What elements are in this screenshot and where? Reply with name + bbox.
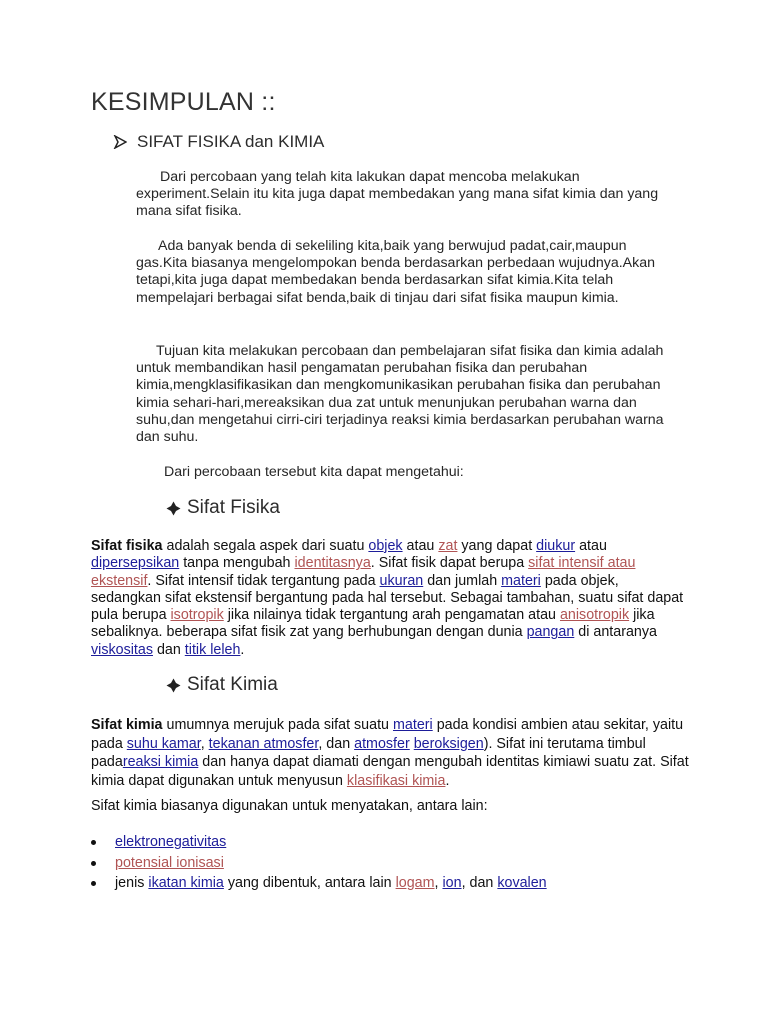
link-anisotropik[interactable]: anisotropik bbox=[559, 607, 630, 624]
link-elektronegativitas[interactable]: elektronegativitas bbox=[115, 834, 227, 850]
link-materi[interactable]: materi bbox=[501, 572, 541, 589]
link-logam[interactable]: logam bbox=[395, 875, 435, 891]
link-dipersepsikan[interactable]: dipersepsikan bbox=[91, 555, 180, 572]
link-potensial-ionisasi[interactable]: potensial ionisasi bbox=[115, 854, 224, 871]
link-reaksi-kimia[interactable]: reaksi kimia bbox=[122, 754, 199, 770]
sifat-fisika-paragraph: Sifat fisika adalah segala aspek dari suatu objek atau zat yang dapat diukur atau dipersepsikan tanpa mengubah identitasnya. Sifat fisik dapat berupa sifat intensif atau ekstensif. Sifat intensif tidak tergantung pada ukuran dan jumlah materi pada objek, sedangkan sifat ekstensif bergantung pada hal tersebut. Sebagai tambahan, suatu sifat dapat pula berupa isotropik jika nilainya tidak tergantung arah pengamatan atau anisotropik jika sebaliknya. beberapa sifat fisik zat yang berhubungan dengan dunia pangan di antaranya viskositas dan titik leleh. bbox=[91, 538, 684, 658]
chemical-properties-list bbox=[91, 832, 547, 894]
link-klasifikasi-kimia[interactable]: klasifikasi kimia bbox=[346, 772, 446, 789]
list-item: jenis ikatan kimia yang dibentuk, antara lain logam, ion, dan kovalen bbox=[91, 873, 547, 894]
link-sifat-intensif-ekstensif[interactable]: sifat intensif atau ekstensif bbox=[91, 555, 636, 589]
section-heading-label: SIFAT FISIKA dan KIMIA bbox=[137, 132, 325, 151]
sifat-kimia-heading-label: Sifat Kimia bbox=[187, 674, 278, 695]
link-diukur[interactable]: diukur bbox=[536, 538, 576, 554]
link-pangan[interactable]: pangan bbox=[526, 624, 575, 641]
intro-line: Dari percobaan tersebut kita dapat mengetahui: bbox=[164, 464, 464, 480]
link-viskositas[interactable]: viskositas bbox=[91, 641, 153, 658]
term-sifat-fisika: Sifat fisika bbox=[91, 538, 163, 554]
sifat-fisika-heading bbox=[166, 497, 280, 519]
link-zat[interactable]: zat bbox=[438, 538, 458, 554]
term-sifat-kimia: Sifat kimia bbox=[91, 717, 163, 733]
sifat-kimia-paragraph: Sifat kimia umumnya merujuk pada sifat suatu materi pada kondisi ambien atau sekitar, yaitu pada suhu kamar, tekanan atmosfer, dan atmosfer beroksigen). Sifat ini terutama timbul padareaksi kimia dan hanya dapat diamati dengan mengubah identitas kimiawi suatu zat. Sifat kimia dapat digunakan untuk menyusun klasifikasi kimia. bbox=[91, 717, 689, 789]
link-titik-leleh[interactable]: titik leleh bbox=[184, 641, 241, 658]
link-materi-kimia[interactable]: materi bbox=[392, 717, 433, 733]
arrow-bullet-icon bbox=[113, 135, 127, 149]
diamond-bullet-icon bbox=[166, 678, 181, 693]
link-ikatan-kimia[interactable]: ikatan kimia bbox=[148, 875, 224, 891]
sifat-kimia-heading bbox=[166, 674, 278, 696]
link-beroksigen[interactable]: beroksigen bbox=[413, 735, 484, 752]
link-ion[interactable]: ion bbox=[442, 875, 462, 891]
section-heading bbox=[113, 132, 324, 152]
link-identitasnya[interactable]: identitasnya bbox=[294, 555, 371, 572]
list-item bbox=[91, 832, 547, 853]
bullet-icon bbox=[91, 861, 96, 866]
paragraph-3: Tujuan kita melakukan percobaan dan pembelajaran sifat fisika dan kimia adalah untuk membandikan hasil pengamatan perubahan fisika dan perubahan kimia,mengklasifikasikan dan mengkomunikasikan perubahan fisika dan perubahan kimia sehari-hari,mereaksikan dua zat untuk menunjukan perubahan warna dan suhu,dan mengetahui cirri-ciri terjadinya reaksi kimia berdasarkan perubahan warna dan suhu. bbox=[136, 343, 664, 446]
link-kovalen[interactable]: kovalen bbox=[497, 875, 547, 891]
link-ukuran[interactable]: ukuran bbox=[379, 572, 424, 589]
link-isotropik[interactable]: isotropik bbox=[170, 607, 224, 624]
paragraph-1: Dari percobaan yang telah kita lakukan dapat mencoba melakukan experiment.Selain itu kita juga dapat membedakan yang mana sifat kimia dan yang mana sifat fisika. bbox=[136, 169, 659, 220]
sifat-fisika-heading-label: Sifat Fisika bbox=[187, 497, 280, 518]
link-suhu-kamar[interactable]: suhu kamar bbox=[126, 735, 201, 752]
bullet-icon bbox=[91, 881, 96, 886]
list-item bbox=[91, 853, 547, 874]
paragraph-2: Ada banyak benda di sekeliling kita,baik yang berwujud padat,cair,maupun gas.Kita biasanya mengelompokan benda berdasarkan perbedaan wujudnya.Akan tetapi,kita juga dapat membedakan benda berdasarkan sifat kimia.Kita telah mempelajari berbagai sifat benda,baik di tinjau dari sifat fisika maupun kimia. bbox=[136, 238, 655, 306]
bullet-icon bbox=[91, 840, 96, 845]
link-objek[interactable]: objek bbox=[368, 538, 403, 554]
sifat-kimia-usage-line: Sifat kimia biasanya digunakan untuk menyatakan, antara lain: bbox=[91, 798, 488, 814]
link-tekanan-atmosfer[interactable]: tekanan atmosfer bbox=[208, 735, 319, 752]
link-atmosfer[interactable]: atmosfer bbox=[354, 735, 410, 752]
diamond-bullet-icon bbox=[166, 501, 181, 516]
page-title: KESIMPULAN :: bbox=[91, 88, 276, 116]
